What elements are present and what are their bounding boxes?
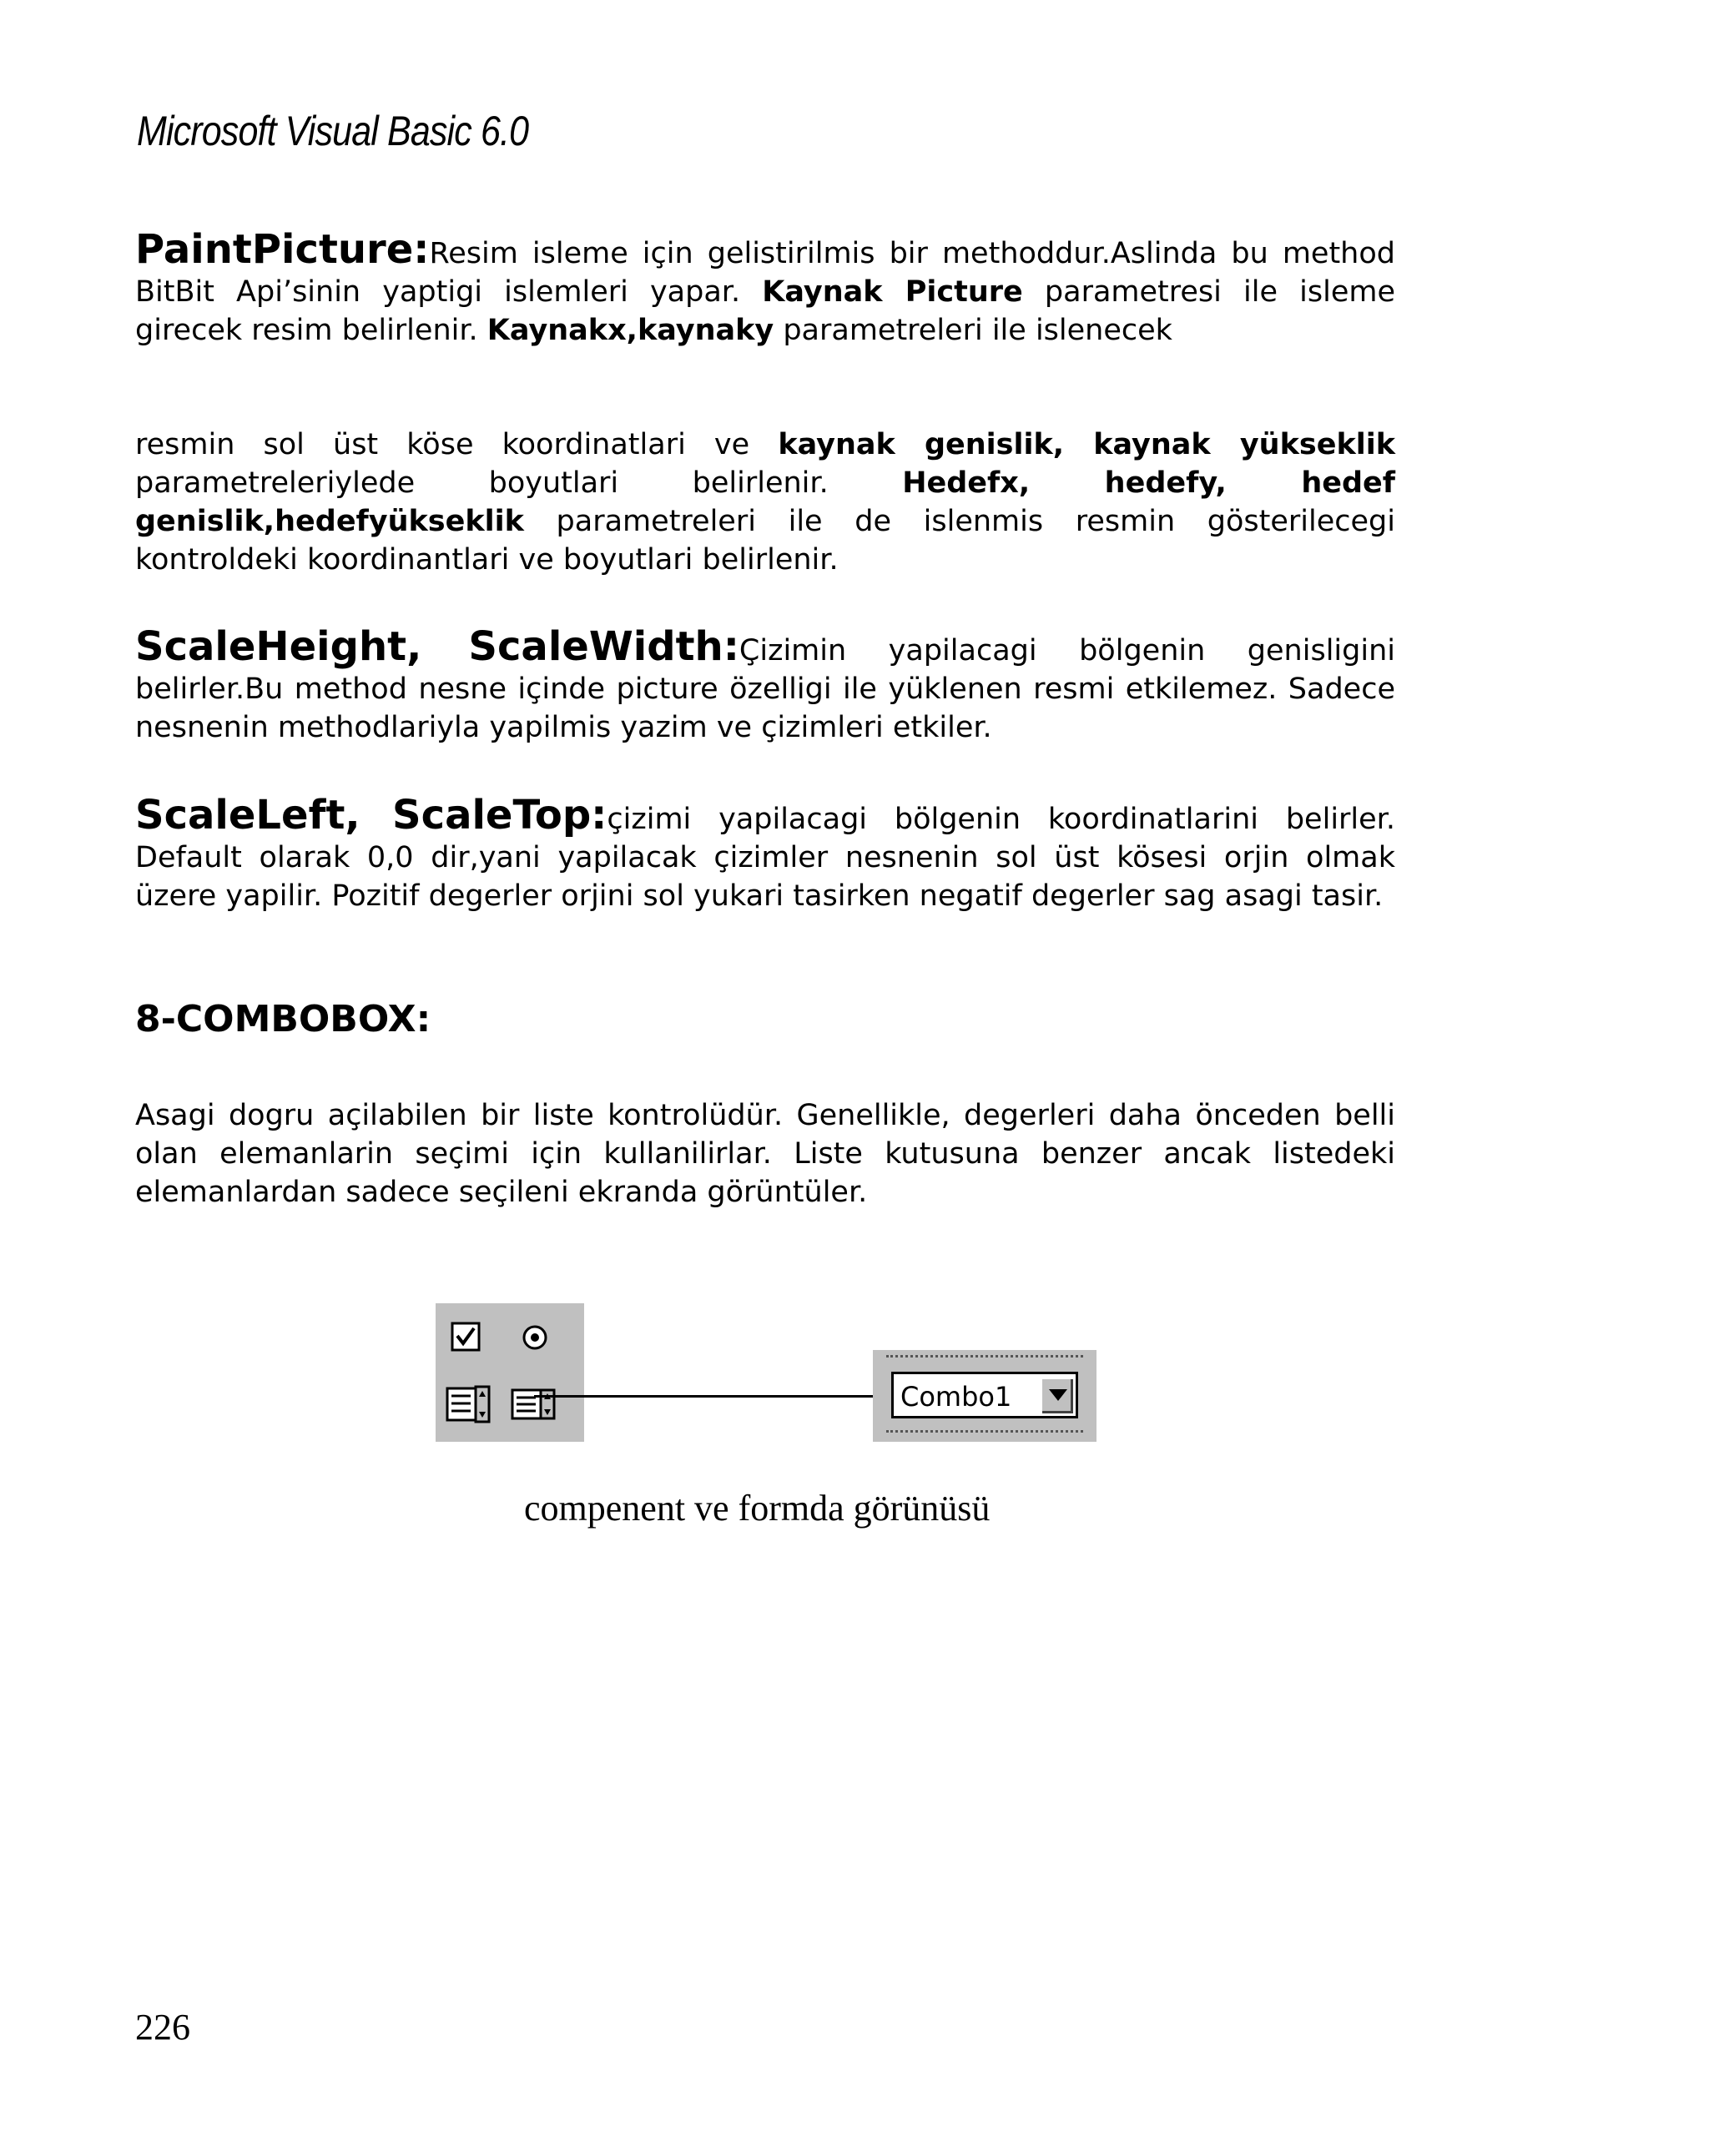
option-button-icon xyxy=(521,1323,549,1352)
book-title-header: Microsoft Visual Basic 6.0 xyxy=(137,108,529,154)
listbox-icon xyxy=(511,1388,557,1422)
combo1-combobox[interactable] xyxy=(891,1372,1078,1418)
combo1-text: Combo1 xyxy=(900,1381,1012,1413)
combobox-heading: 8-COMBOBOX: xyxy=(135,998,431,1040)
scaleheight-term: ScaleHeight, ScaleWidth: xyxy=(135,623,739,670)
paintpicture-continued-paragraph xyxy=(135,426,1395,579)
paintpicture-bold-1: Kaynak Picture xyxy=(762,275,1023,309)
scaleheight-paragraph xyxy=(135,623,1395,747)
paintpicture-text-2: parametresi ile isleme girecek resim belirlenir. xyxy=(135,275,1395,347)
paintpicture-cont-text-3: parametreleri ile de islenmis resmin gösterilecegi kontroldeki koordinantlari ve boyutlari belirlenir. xyxy=(135,505,1395,577)
paintpicture-cont-text-2: parametreleriylede boyutlari belirlenir. xyxy=(135,466,903,500)
paintpicture-text-1: Resim isleme için gelistirilmis bir methoddur.Aslinda bu method BitBit Api’sinin yaptigi islemleri yapar. xyxy=(135,237,1395,309)
paintpicture-cont-bold-2: Hedefx, hedefy, hedef genislik,hedefyükseklik xyxy=(135,466,1395,538)
page-number: 226 xyxy=(135,2007,190,2048)
combobox-paragraph xyxy=(135,1096,1395,1211)
connector-line xyxy=(534,1395,878,1398)
paintpicture-term: PaintPicture: xyxy=(135,226,430,273)
scaleleft-term: ScaleLeft, ScaleTop: xyxy=(135,792,607,839)
grid-dots-top xyxy=(886,1355,1083,1358)
paintpicture-cont-bold-1: kaynak genislik, kaynak yükseklik xyxy=(778,428,1395,461)
form-preview xyxy=(873,1350,1096,1442)
dropdown-arrow-icon[interactable] xyxy=(1040,1377,1073,1413)
paintpicture-cont-text-1: resmin sol üst köse koordinatlari ve xyxy=(135,428,779,461)
combobox-text: Asagi dogru açilabilen bir liste kontrolüdür. Genellikle, degerleri daha önceden belli olan elemanlarin seçimi için kullanilirlar. Liste kutusuna benzer ancak listedeki elemanlardan sadece seçileni ekranda görüntüler. xyxy=(135,1099,1395,1209)
paintpicture-paragraph xyxy=(135,226,1395,350)
combobox-icon xyxy=(446,1385,492,1423)
paintpicture-bold-2: Kaynakx,kaynaky xyxy=(486,314,774,347)
checkbox-icon xyxy=(451,1322,482,1353)
scaleheight-text: Çizimin yapilacagi bölgenin genisligini belirler.Bu method nesne içinde picture özelligi ile yüklenen resmi etkilemez. Sadece nesnenin methodlariyla yapilmis yazim ve çizimleri etkiler. xyxy=(135,634,1395,744)
paintpicture-text-3: parametreleri ile islenecek xyxy=(774,314,1172,347)
figure-caption: compenent ve formda görünüsü xyxy=(524,1488,991,1529)
grid-dots-bottom xyxy=(886,1430,1083,1433)
scaleleft-paragraph xyxy=(135,792,1395,915)
scaleleft-text: çizimi yapilacagi bölgenin koordinatlarini belirler. Default olarak 0,0 dir,yani yapilacak çizimler nesnenin sol üst kösesi orjin olmak üzere yapilir. Pozitif degerler orjini sol yukari tasirken negatif degerler sag asagi tasir. xyxy=(135,803,1395,913)
toolbox-panel xyxy=(436,1303,584,1442)
